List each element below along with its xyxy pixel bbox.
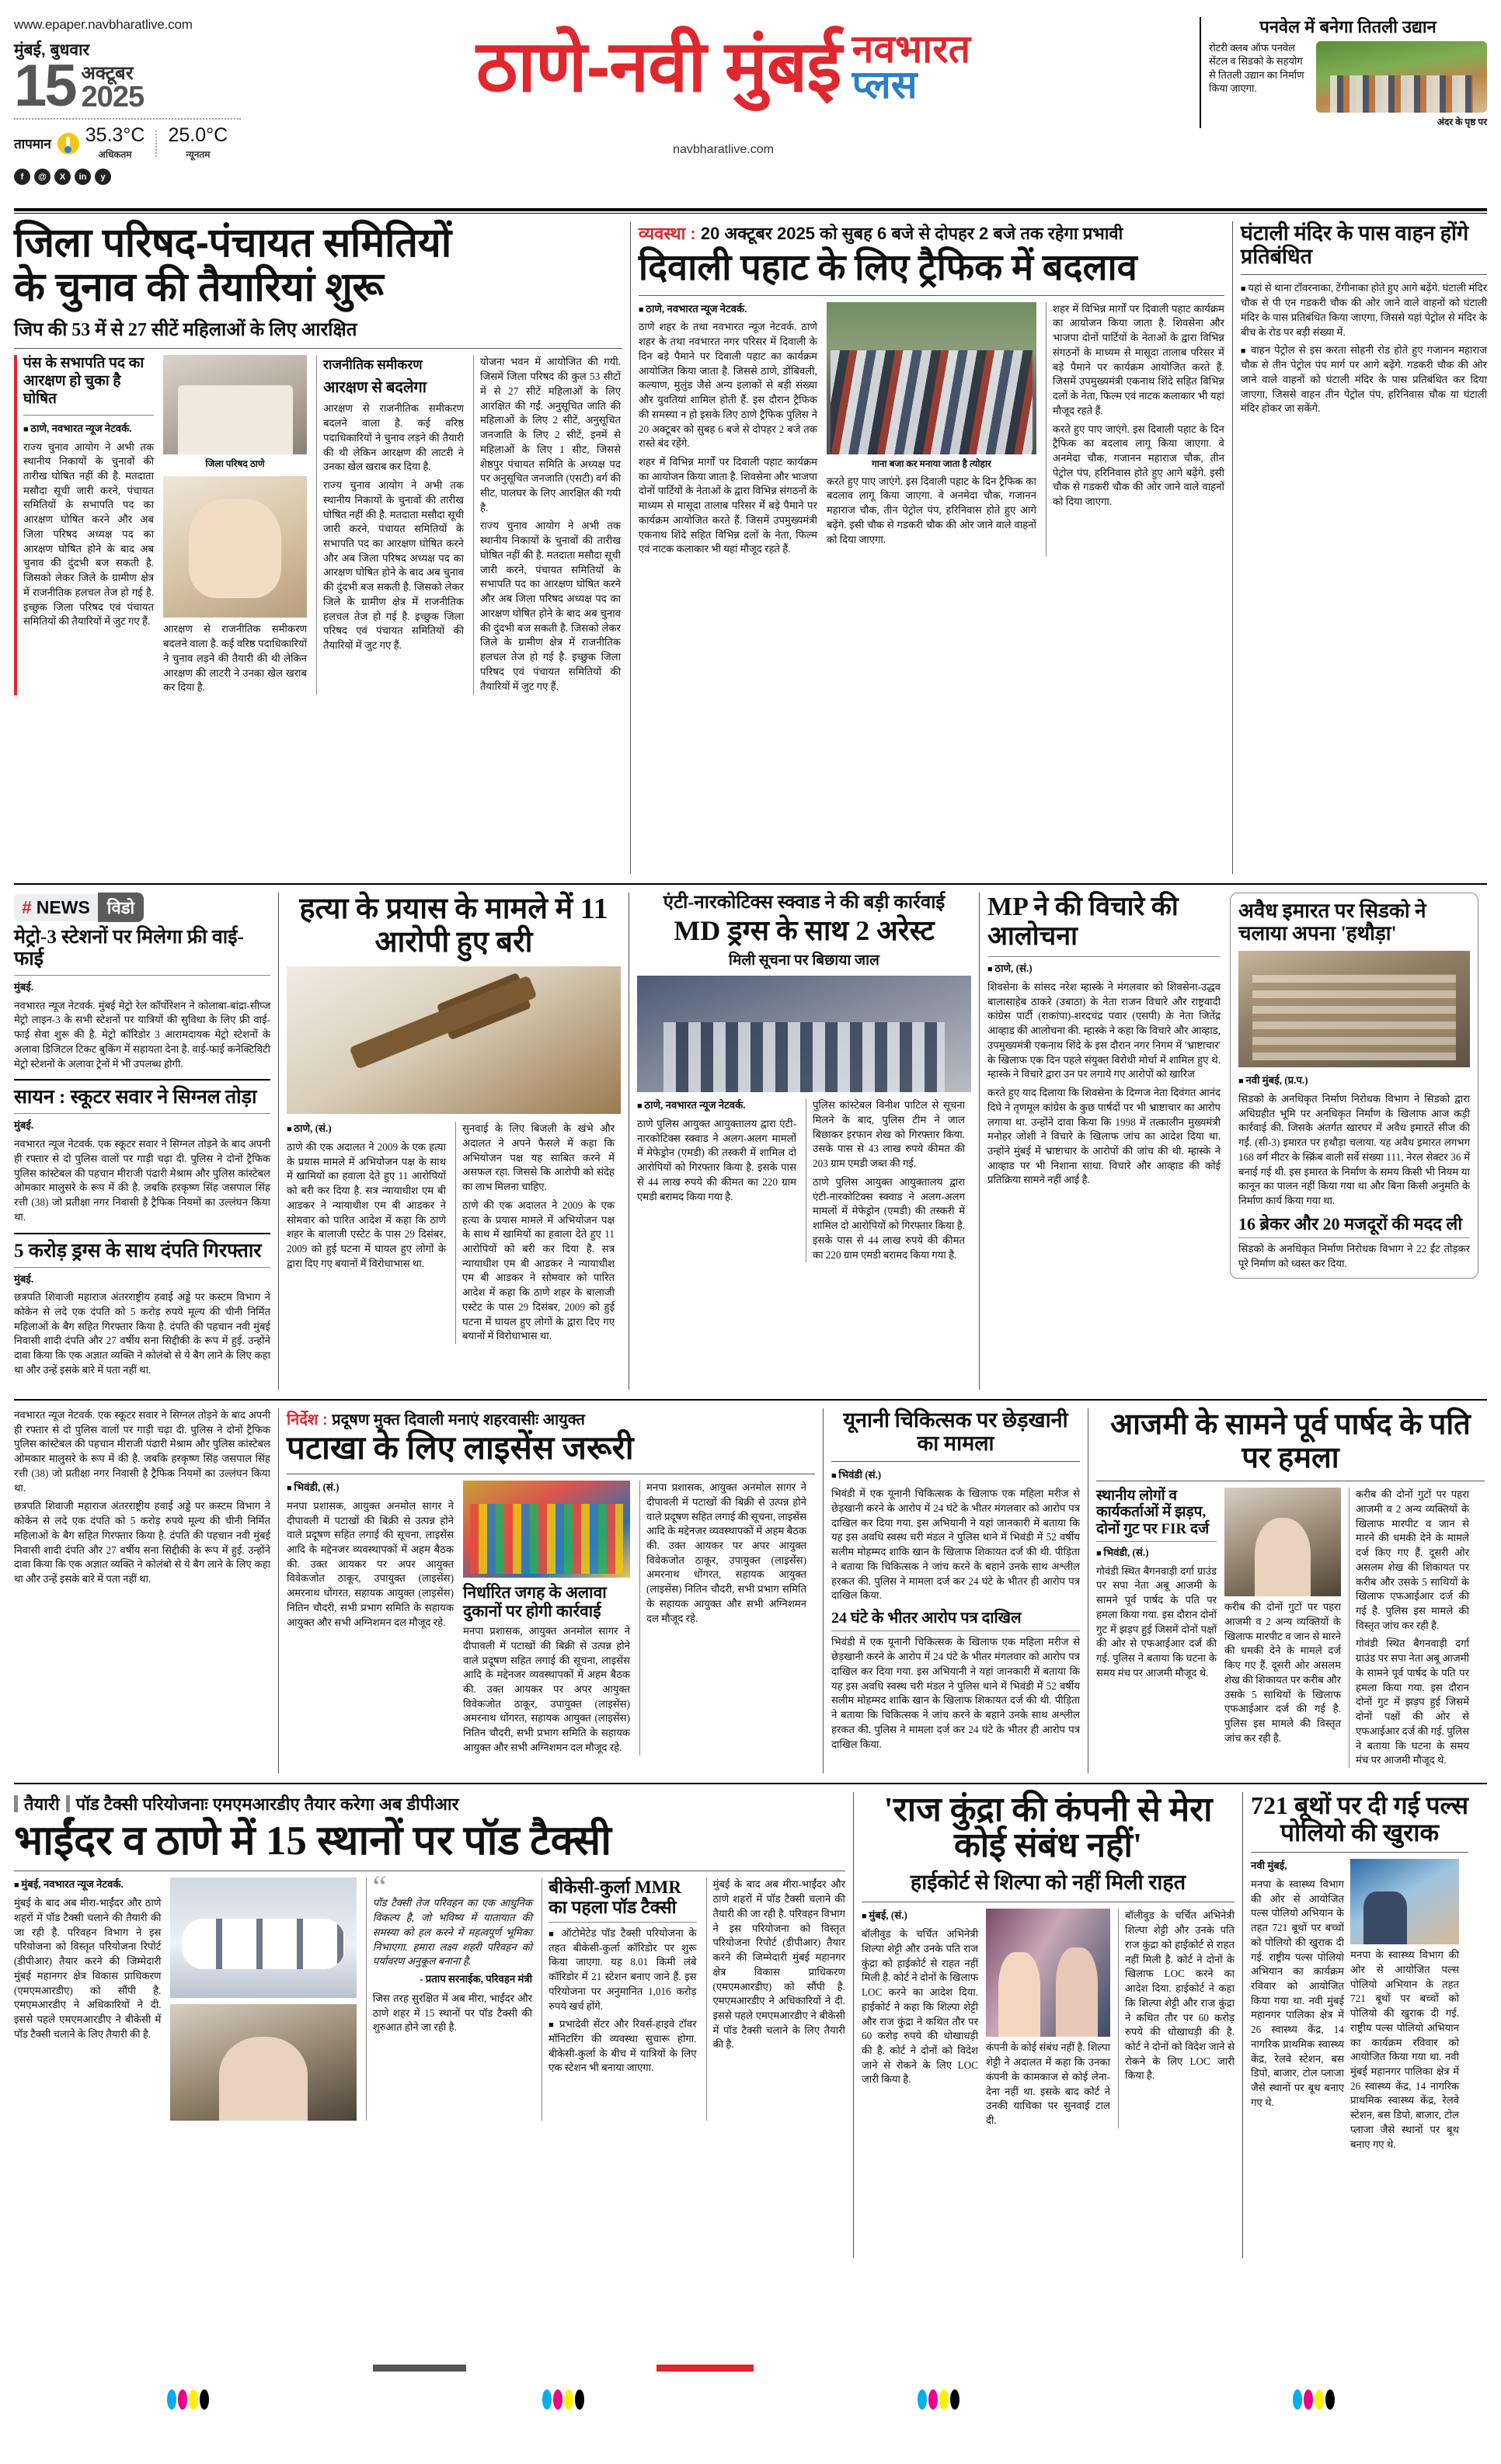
mp-para2: करते हुए याद दिलाया कि शिवसेना के दिग्गज नेता दिवंगत आनंद दिघे ने तृणमूल कांग्रेस के कुछ पार्षदों पर भी भ्राष्टाचार का आरोप लगाया था. उन्होंने दावा किया कि 1998 में तत्कालीन मुख्यमंत्री मनोहर जोशी ने विचारे के खिलाफ जांच का आदेश दिया था. उन्होंने मुंबई में भ्राष्टाचार के आरोपों की जांच की थी. म्हास्के ने आव्हाड पर भी निशाना साधा. विचारे और आव्हाड की कोई प्रतिक्रिया सामने नहीं आई है. — [987, 1087, 1221, 1186]
vertical-rule-3 — [278, 893, 279, 1390]
vertical-rule-6 — [278, 1408, 279, 1773]
polio-dateline: नवी मुंबई, — [1251, 1860, 1287, 1872]
traffic-headline: दिवाली पहाट के लिए ट्रैफिक में बदलाव — [638, 248, 1137, 288]
lead-headline-line2: के चुनाव की तैयारियां शुरू — [14, 265, 384, 311]
pod-para1: मुंबई के बाद अब मीरा-भाईंदर और ठाणे शहरों में पॉड टैक्सी चलाने की तैयारी की जा रही है. परिवहन विभाग ने इस परियोजना को विस्तृत परियोजना रिपोर्ट (डीपीआर) तैयार करने की जिम्मेदारी मुंबई महानगर क्षेत्र विकास प्राधिकरण (एमएमआरडीए) को सौंपी है. एमएमआरडीए ने अधिकारियों ने दी. इससे पहले एमएमआरडीए ने बीकेसी में पॉड टैक्सी चलाने के लिए तैयारी की है. — [14, 1897, 162, 2040]
firecracker-subhead: निर्धारित जगह के अलावा दुकानों पर होगी कार्रवाई — [463, 1583, 607, 1620]
temp-min-value: 25.0°C — [168, 124, 228, 147]
attack-dateline: ■ भिवंडी, (सं.) — [1096, 1546, 1217, 1561]
gavel-photo — [287, 966, 621, 1114]
polio-photo — [1350, 1859, 1459, 1944]
weather-label: तापमान — [14, 137, 51, 152]
signal-dateline: मुंबई. — [14, 1119, 34, 1132]
promo-headline: पनवेल में बनेगा तितली उद्यान — [1259, 17, 1437, 37]
social-icons — [14, 169, 247, 185]
reg-bar-red — [656, 2365, 754, 2372]
mp-para1: शिवसेना के सांसद नरेश म्हास्के ने मंगलवार को शिवसेना-उद्धव बालासाहेब ठाकरे (उबाठा) के नेता राजन विचारे और राष्ट्रवादी कांग्रेस पार्टी (राकांपा)-शरदचंद्र पवार (एसपी) के नेता जितेंद्र आव्हाड की आलोचना की. म्हास्के ने कहा कि विचारे और आव्हाड, उपमुख्यमंत्री एकनाथ शिंदे के इस दौरान नगर निगम में 'भ्राष्टाचार' के खिलाफ एक दिन पहले संयुक्त विरोधी मोर्चा में शामिल हुए थे. म्हास्के ने विचारे द्वारा उन पर लगाये गए आरोपों को खारिज — [987, 980, 1221, 1081]
acquit-dateline: ■ ठाणे, (सं.) — [287, 1122, 446, 1136]
unani-dateline: ■ भिवंडी (सं.) — [831, 1468, 1080, 1483]
promo-caption: अंदर के पृष्ठ पर — [1437, 117, 1487, 128]
police-photo — [637, 976, 971, 1092]
unani-subhead: 24 घंटे के भीतर आरोप पत्र दाखिल — [831, 1610, 1022, 1627]
traffic-para1: ठाणे शहर के तथा नवभारत न्यूज नेटवर्क. ठाणे शहर के तथा नवभारत नगर परिसर में दिवाली के दिन बड़े पैमाने पर दिवाली पहाट का कार्यक्रम आयोजित किया जाता है. जिससे ठाणे, डोंबिवली, कल्याण, मुलुंड जैसे अन्य इलाकों से बड़ी संख्या और युवतियां शामिल होती हैं. इस दौरान ट्रैफिक की समस्या न हो इसके लिए ठाणे ट्रैफिक पुलिस ने 20 अक्टूबर को सुबह 6 बजे से दोपहर 2 बजे तक रास्ते बंद रहेंगे. — [638, 321, 817, 450]
pod-quote-author: - प्रताप सरनाईक, परिवहन मंत्री — [420, 1973, 533, 1985]
youtube-icon[interactable]: y — [95, 169, 111, 185]
traffic-dateline: ■ ठाणे, नवभारत न्यूज नेटवर्क. — [639, 302, 817, 317]
section-rule-1 — [14, 883, 1487, 885]
logo-plus: प्लस — [851, 63, 918, 106]
traffic-story — [639, 221, 1224, 874]
masthead-promo — [1200, 17, 1487, 128]
hash-icon: # — [22, 896, 32, 917]
left-brief-cont: नवभारत न्यूज नेटवर्क. एक स्कूटर सवार ने सिग्नल तोड़ने के बाद अपनी ही रफ्तार से दो पुलिस वालों पर गाड़ी चढ़ा दी. पुलिस ने दोनों ट्रैफिक पुलिस कांस्टेबल की पहचान मीराजी पंढारी मेश्राम और पुलिस कांस्टेबल ओमकार मालुसरे के रूप में की है. जबकि हरकृष्ण सिंह जसपाल सिंह रत्ती (38) जो प्रतीक्षा नगर निवासी है ट्रैफिक नियमों का उल्लंघन किया था. — [14, 1409, 270, 1494]
firecracker-story — [287, 1408, 815, 1773]
thermometer-icon — [57, 133, 79, 155]
ghantali-bullet-1: ■ यहां से थाना टॉवरनाका, टेंगीनाका होते हुए आगे बढ़ेंगे. घंटाली मंदिर चौक से पी एन गडकरी चौक की ओर जाने वाले वाहनों को घंटाली मंदिर के पास प्रतिबंधित किया जाएगा, जिससे यहां पेट्रोल से मंदिर के बीच के रोड पर बड़ी संख्या में. — [1241, 281, 1487, 339]
instagram-icon[interactable]: @ — [34, 169, 50, 185]
lead-sidebar-dateline: ■ ठाणे, नवभारत न्यूज नेटवर्क. — [23, 422, 154, 437]
ghantali-divider — [1241, 274, 1487, 275]
firecracker-kicker-text: प्रदूषण मुक्त दिवाली मनाएं शहरवासीः आयुक्त — [327, 1411, 585, 1429]
news-tag-label: NEWS — [36, 896, 90, 917]
pod-bullet-2: ■ प्रभादेवी सेंटर और रिवर्स-हाइवे टॉवर मॉनिटरिंग की व्यवस्था सुचारू होगा. बीकेसी-कुर्ला के बीच में यात्रियों के लिए एक स्टेशन भी बनाया जाएगा. — [549, 2017, 696, 2076]
mp-sidco-block — [987, 893, 1485, 1390]
sidco-subheadline: 16 ब्रेकर और 20 मजदूरों की मदद ली — [1238, 1213, 1463, 1234]
cmyk-registration-marks — [0, 2389, 1501, 2410]
sidco-dateline: ■ नवी मुंबई, (प्र.प.) — [1238, 1074, 1470, 1088]
promo-photo — [1316, 41, 1487, 113]
polio-para2: मनपा के स्वास्थ्य विभाग की ओर से आयोजित पल्स पोलियो अभियान के तहत 721 बूथों पर बच्चों को पोलियो की खुराक दी गई. राष्ट्रीय पल्स पोलियो अभियान का कार्यक्रम रविवार को आयोजित किया गया था. नवी मुंबई महानगर पालिका क्षेत्र में 26 स्वास्थ्य केंद्र, 14 नागरिक प्राथमिक स्वास्थ्य केंद्र, रेलवे स्टेशन, बस डिपो, बाजार, टोल प्लाजा जैसे स्थानों पर बूथ बनाए गए थे. — [1350, 1949, 1459, 2150]
traffic-divider — [639, 295, 1224, 296]
attack-photo — [1224, 1488, 1341, 1596]
lead-sidebar-title: पंस के सभापति पद का आरक्षण हो चुका है घोषित — [23, 355, 145, 407]
firecracker-para3: मनपा प्रशासक, आयुक्त अनमोल सागर ने दीपावली में पटाखों की बिक्री से उत्पन्न होने वाले प्रदूषण सहित लगाई की सूचना, लाइसेंस आदि के मद्देनजर व्यवस्थापकों में अहम बैठक की. उक्त आयकर पर अपर आयुक्त विवेकजोत ठाकूर, उपायुक्त (लाइसेंस) अमरनाथ धोंगरत, सहायक आयुक्त (लाइसेंस) नितिन चौदरी, सभी प्रभाग समिति के सहायक आयुक्त और सभी अग्निशमन दल मौजूद रहे. — [646, 1481, 806, 1624]
signal-para: नवभारत न्यूज नेटवर्क. एक स्कूटर सवार ने सिग्नल तोड़ने के बाद अपनी ही रफ्तार से दो पुलिस वालों पर गाड़ी चढ़ा दी. पुलिस ने दोनों ट्रैफिक पुलिस कांस्टेबल की पहचान मीराजी पंढारी मेश्राम और पुलिस कांस्टेबल ओमकार मालुसरे के रूप में की है. जबकि हरकृष्ण सिंह जसपाल सिंह रत्ती (38) जो प्रतीक्षा नगर निवासी है ट्रैफिक नियमों का उल्लंघन किया था. — [14, 1138, 270, 1223]
crackers-photo — [463, 1481, 630, 1578]
acquit-story — [287, 893, 621, 1390]
shilpa-subhead: हाईकोर्ट से शिल्पा को नहीं मिली राहत — [910, 1871, 1186, 1895]
promo-body — [1209, 41, 1487, 113]
left-briefs-2 — [14, 1408, 270, 1773]
metro-dateline: मुंबई. — [14, 981, 34, 993]
date-block — [14, 53, 247, 119]
firecracker-kicker — [287, 1408, 815, 1429]
attack-para2: करीब की दोनों गुटों पर पहरा आजमी व 2 अन्य व्यक्तियों के खिलाफ मारपीट व जान से मारने की धमकी देने के मामले दर्ज किए गए हैं. दूसरी ओर असलम शेख की शिकायत पर करीब और उसके 5 साथियों के खिलाफ एफआईआर दर्ज की गई है. पुलिस इस मामले की विस्तृत जांच कर रही है. — [1224, 1601, 1341, 1744]
hands-photo — [163, 476, 307, 618]
lead-photo-note: आरक्षण से राजनीतिक समीकरण बदलने वाला है. कई वरिष्ठ पदाधिकारियों ने चुनाव लड़ने की तैयारी की थी लेकिन आरक्षण की लाटरी ने उनका खेल खराब कर दिया है. — [163, 623, 307, 694]
cmyk-mark-3 — [918, 2389, 959, 2410]
lead-col-mid — [316, 355, 464, 695]
video-tag-label: विडो — [98, 893, 144, 922]
date-day: 15 — [14, 53, 75, 119]
mp-dateline: ■ ठाणे, (सं.) — [987, 962, 1221, 976]
temp-divider — [155, 131, 157, 157]
epaper-url[interactable]: www.epaper.navbharatlive.com — [14, 17, 193, 32]
pod-taxi-photo — [170, 1878, 356, 1998]
vertical-rule-5 — [979, 893, 980, 1390]
zilla-parishad-photo — [163, 355, 307, 454]
weather-block — [14, 126, 247, 161]
attack-subhead: स्थानीय लोगों व कार्यकर्ताओं में झड़प, दोनों गुट पर FIR दर्ज — [1096, 1488, 1210, 1537]
lead-right-para2: राज्य चुनाव आयोग ने अभी तक स्थानीय निकायों के चुनावों की तारीख घोषित नहीं की है. मतदाता मसौदा सूची जारी करने, पंचायत समितियों के सभापति पद का आरक्षण घोषित करने और अब जिला परिषद अध्यक्ष पद का आरक्षण घोषित होने के बाद अब चुनाव की दुंदभी बज सकती है. जिसको लेकर जिले के ग्रामीण क्षेत्र में राजनीतिक हलचल तेज हो गई है. इच्छुक जिला परिषद एवं पंचायत समितियों की तैयारियों में जुट गए हैं. — [480, 520, 621, 692]
lead-mid-para2: राज्य चुनाव आयोग ने अभी तक स्थानीय निकायों के चुनावों की तारीख घोषित नहीं की है. मतदाता मसौदा सूची जारी करने, पंचायत समितियों के सभापति पद का आरक्षण घोषित करने और अब जिला परिषद अध्यक्ष पद का आरक्षण घोषित होने के बाद अब चुनाव की दुंदभी बज सकती है. जिसको लेकर जिले के ग्रामीण क्षेत्र में राजनीतिक हलचल तेज हो गई है. इच्छुक जिला परिषद एवं पंचायत समितियों की तैयारियों में जुट गए हैं. — [323, 479, 464, 652]
sidco-para2: सिडको के अनधिकृत निर्माण निरोधक विभाग ने 22 ईंट तोड़कर पूरे निर्माण को ध्वस्त कर दिया. — [1238, 1243, 1470, 1270]
pod-photo-caption: जिस तरह सुरक्षित में अब मीरा, भाईंदर और ठाणे शहर में 15 स्थानों पर पॉड टैक्सी की शुरुआत होने जा रही है. — [372, 1992, 533, 2034]
newspaper-title: ठाणे-नवी मुंबई — [475, 27, 841, 106]
firecracker-para1: मनपा प्रशासक, आयुक्त अनमोल सागर ने दीपावली में पटाखों की बिक्री से उत्पन्न होने वाले प्रदूषण सहित लगाई की सूचना, लाइसेंस आदि के मद्देनजर व्यवस्थापकों में अहम बैठक की. उक्त आयकर पर अपर आयुक्त विवेकजोत ठाकूर, उपायुक्त (लाइसेंस) अमरनाथ धोंगरत, सहायक आयुक्त (लाइसेंस) नितिन चौदरी, सभी प्रभाग समिति के सहायक आयुक्त और सभी अग्निशमन दल मौजूद रहे. — [287, 1499, 454, 1628]
sidco-story — [1230, 893, 1478, 1279]
lead-divider — [14, 348, 622, 349]
twitter-x-icon[interactable]: X — [54, 169, 71, 185]
kicker-bar-left — [14, 1795, 18, 1812]
lead-mid-head: आरक्षण से बदलेगा — [323, 379, 427, 397]
ghantali-headline: घंटाली मंदिर के पास वाहन होंगे प्रतिबंधित — [1240, 221, 1469, 269]
signal-headline: सायन : स्कूटर सवार ने सिग्नल तोड़ा — [14, 1087, 257, 1108]
unani-para1: भिवंडी में एक यूनानी चिकित्सक के खिलाफ एक महिला मरीज से छेड़खानी करने के आरोप में 24 घंटे के भीतर मंगलवार को आरोप पत्र दाखिल कर दिया गया. इस अभियानी ने यहां जानकारी में बताया कि यह इस अवधि स्वस्थ चरी मंडल ने पुलिस थाने में भिवंडी में 52 वर्षीय सलीम मोहम्मद शाकि खान के खिलाफ शिकायत दर्ज की थी. पीड़िता ने बताया कि चिकित्सक ने जांच करने के बहाने उनके साथ अश्लील हरकत की. पुलिस ने मामला दर्ज कर 24 घंटे के भीतर ही आरोप पत्र दाखिल किया. — [831, 1488, 1080, 1602]
md-para1: ठाणे पुलिस आयुक्त आयुक्तालय द्वारा एंटी-नारकोटिक्स स्क्वाड ने अलग-अलग मामलों में मेफेड्रोन (एमडी) की तस्करी में शामिल दो आरोपियों को गिरफ्तार किया है. इसके पास से 44 लाख रुपये की कीमत का 220 ग्राम एमडी बरामद किया गया है. — [637, 1117, 796, 1202]
logo-row — [247, 27, 1200, 106]
polio-headline: 721 बूथों पर दी गई पल्स पोलियो की खुराक — [1251, 1791, 1468, 1846]
pod-dateline: ■ मुंबई, नवभारत न्यूज नेटवर्क. — [14, 1878, 161, 1892]
kicker-bar-right — [66, 1795, 70, 1812]
cmyk-mark-2 — [542, 2389, 584, 2410]
traffic-para3: करते हुए पाए जाएंगे. इस दिवाली पहाट के दिन ट्रैफिक का बदलाव लागू किया जाएगा. वे अनमेदा चौक, गजानन महाराज चौक, तीन पेट्रोल पंप, हरिनिवास होते हुए आगे बढ़ेंगे. इसी चौक से गडकरी चौक की ओर जाने वाले वाहनों को दिया जाएगा. — [826, 475, 1036, 545]
acquit-headline: हत्या के प्रयास के मामले में 11 आरोपी हुए बरी — [299, 893, 608, 959]
second-section — [14, 893, 1487, 1390]
md-kicker-headline: एंटी-नारकोटिक्स स्क्वाड ने की बड़ी कार्रवाई — [663, 893, 946, 913]
attack-para3: करीब की दोनों गुटों पर पहरा आजमी व 2 अन्य व्यक्तियों के खिलाफ मारपीट व जान से मारने की धमकी देने के मामले दर्ज किए गए हैं. दूसरी ओर असलम शेख की शिकायत पर करीब और उसके 5 साथियों के खिलाफ एफआईआर दर्ज की गई है. पुलिस इस मामले की विस्तृत जांच कर रही है. — [1356, 1488, 1469, 1631]
firecracker-dateline: ■ भिवंडी, (सं.) — [287, 1481, 454, 1495]
firecracker-para2: मनपा प्रशासक, आयुक्त अनमोल सागर ने दीपावली में पटाखों की बिक्री से उत्पन्न होने वाले प्रदूषण सहित लगाई की सूचना, लाइसेंस आदि के मद्देनजर व्यवस्थापकों में अहम बैठक की. उक्त आयकर पर अपर आयुक्त विवेकजोत ठाकूर, उपायुक्त (लाइसेंस) अमरनाथ धोंगरत, सहायक आयुक्त (लाइसेंस) नितिन चौदरी, सभी प्रभाग समिति के सहायक आयुक्त और सभी अग्निशमन दल मौजूद रहे. — [463, 1625, 630, 1753]
shilpa-para2: कंपनी के कोई संबंध नहीं है. शिल्पा शेट्टी ने अदालत में कहा कि उनका कंपनी के कामकाज से कोई लेना-देना नहीं था. इसके बाद कोर्ट ने उनकी याचिका पर सुनवाई टाल दी. — [986, 2041, 1110, 2127]
temp-min-block — [168, 126, 228, 161]
temp-max-value: 35.3°C — [85, 124, 145, 147]
attack-para4: गोवंडी स्थित बैगनवाड़ी दर्गा ग्राउंड पर सपा नेता अबू आजमी के सामने पूर्व पार्षद के पति पर हमला किया गया. इस दौरान दोनों गुट में झड़प हुई जिसमें दोनों पक्षों की ओर से एफआईआर दर्ज की गई. पुलिस ने बताया कि घटना के समय मंच पर आजमी मौजूद थे. — [1356, 1637, 1469, 1766]
drugs-dateline: मुंबई. — [14, 1272, 34, 1285]
acquit-para3: ठाणे की एक अदालत ने 2009 के एक हत्या के प्रयास मामले में अभियोजन पक्ष के साथ में खामियों का हवाला देते हुए 11 आरोपियों को बरी कर दिया है. सत्र न्यायाधीश एम बी आडकर ने न्यायाधीश एम बी आडकर ने सोमवार को पारित आदेश में कहा कि ठाणे शहर के बालाजी एस्टेट के पास 29 दिसंबर, 2009 को हुई घटना में घायल हुए लोगों के द्वारा दिए गए बयानों में विरोधाभास था. — [462, 1199, 615, 1342]
traffic-kicker-label: व्यवस्था : — [638, 224, 696, 243]
mp-story — [987, 893, 1221, 1279]
minister-photo — [170, 2004, 356, 2121]
traffic-para4: शहर में विभिन्न मार्गों पर दिवाली पहाट कार्यक्रम का आयोजन किया जाता है. शिवसेना और भाजपा दोनों पार्टियों के नेताओं के द्वारा विभिन्न संगठनों के माध्यम से मासूदा तालाब परिसर में बड़े पैमाने पर कार्यक्रम आयोजित करते हैं. जिसमें उपमुख्यमंत्री एकनाथ शिंदे सहित विभिन्न दलों के नेता, फिल्म एवं नाटक कलाकार भी यहां मौजूद रहते हैं. — [1052, 302, 1224, 416]
facebook-icon[interactable]: f — [14, 169, 30, 185]
masthead-rule-thin — [14, 213, 1487, 214]
shilpa-headline: 'राज कुंद्रा की कंपनी से मेरा कोई संबंध नहीं' — [883, 1791, 1213, 1865]
pod-para2: मुंबई के बाद अब मीरा-भाईंदर और ठाणे शहरों में पॉड टैक्सी चलाने की तैयारी की जा रही है. परिवहन विभाग ने इस परियोजना को विस्तृत परियोजना रिपोर्ट (डीपीआर) तैयार करने की जिम्मेदारी मुंबई महानगर क्षेत्र विकास प्राधिकरण (एमएमआरडीए) को सौंपी है. एमएमआरडीए ने अधिकारियों ने दी. इससे पहले एमएमआरडीए ने बीकेसी में पॉड टैक्सी चलाने के लिए तैयारी की है. — [712, 1878, 845, 2051]
pod-kicker-label: तैयारी — [24, 1794, 60, 1814]
cmyk-mark-1 — [167, 2389, 209, 2410]
traffic-kicker — [639, 221, 1224, 245]
traffic-para2: शहर में विभिन्न मार्गों पर दिवाली पहाट कार्यक्रम का आयोजन किया जाता है. शिवसेना और भाजपा दोनों पार्टियों के नेताओं के द्वारा विभिन्न संगठनों के माध्यम से मासूदा तालाब परिसर में बड़े पैमाने पर कार्यक्रम आयोजित करते हैं. जिसमें उपमुख्यमंत्री एकनाथ शिंदे सहित विभिन्न दलों के नेता, फिल्म एवं नाटक कलाकार भी यहां मौजूद रहते हैं. — [638, 455, 817, 555]
pod-bullet-1: ■ ऑटोमेटेड पॉड टैक्सी परियोजना के तहत बीकेसी-कुर्ला कॉरिडोर पर शुरू किया जाएगा. यह 8.01 किमी लंबे कॉरिडोर में 21 स्टेशन बनाए जाने हैं. इस परियोजना पर अनुमानित 1,016 करोड़ रुपये खर्च होंगे. — [549, 1926, 696, 2013]
firecracker-kicker-label: निर्देश : — [287, 1411, 328, 1429]
pod-kicker-text: पॉड टैक्सी परियोजनाः एमएमआरडीए तैयार करेगा अब डीपीआर — [75, 1794, 459, 1814]
vertical-rule-7 — [823, 1408, 824, 1773]
metro-para: नवभारत न्यूज नेटवर्क. मुंबई मेट्रो रेल कॉर्पोरेशन ने कोलाबा-बांद्रा-सीप्ज मेट्रो लाइन-3 के सभी स्टेशनों पर यात्रियों की सुविधा के लिए फ्री वाई-फाई सेवा शुरू की है. मेट्रो कॉरिडोर 3 आरामदायक मेट्रो स्टेशनों के अलावा डिजिटल टिकट बुकिंग में सहायता देना है. वाई-फाई कनेक्टिविटी मेट्रो स्टेशनों के अलावा ट्रेनों में भी उपलब्ध होगी. — [14, 999, 270, 1070]
ghantali-story — [1241, 221, 1487, 874]
quote-icon: “ — [372, 1869, 387, 1905]
attack-para1: गोवंडी स्थित बैगनवाड़ी दर्गा ग्राउंड पर सपा नेता अबू आजमी के सामने पूर्व पार्षद के पति पर हमला किया गया. इस दौरान दोनों गुट में झड़प हुई जिसमें दोनों पक्षों की ओर से एफआईआर दर्ज की गई. पुलिस ने बताया कि घटना के समय मंच पर आजमी मौजूद थे. — [1096, 1564, 1217, 1679]
newspaper-subtitle — [851, 27, 971, 106]
date-month: अक्टूबर — [81, 62, 134, 84]
lead-subhead: जिप की 53 में से 27 सीटें महिलाओं के लिए आरक्षित — [14, 320, 357, 341]
sidco-box — [1230, 893, 1478, 1279]
lead-mid-para: आरक्षण से राजनीतिक समीकरण बदलने वाला है. कई वरिष्ठ पदाधिकारियों ने चुनाव लड़ने की तैयारी की थी लेकिन आरक्षण की लाटरी ने उनका खेल खराब कर दिया है. — [323, 402, 464, 473]
masthead-left-block — [14, 17, 247, 185]
md-headline: MD ड्रग्स के साथ 2 अरेस्ट — [674, 914, 935, 946]
sidco-headline: अवैध इमारत पर सिडको ने चलाया अपना 'हथौड़ा' — [1238, 900, 1426, 945]
md-para3: ठाणे पुलिस आयुक्त आयुक्तालय द्वारा एंटी-नारकोटिक्स स्क्वाड ने अलग-अलग मामलों में मेफेड्रोन (एमडी) की तस्करी में शामिल दो आरोपियों को गिरफ्तार किया है. इसके पास से 44 लाख रुपये की कीमत का 220 ग्राम एमडी बरामद किया गया है. — [813, 1175, 965, 1261]
polio-story — [1251, 1792, 1468, 2258]
zilla-parishad-caption: जिला परिषद ठाणे — [205, 458, 265, 470]
drugs-headline: 5 करोड़ ड्रग्स के साथ दंपति गिरफ्तार — [14, 1240, 262, 1262]
md-dateline: ■ ठाणे, नवभारत न्यूज नेटवर्क. — [637, 1098, 796, 1113]
demolition-photo — [1238, 951, 1470, 1067]
vertical-rule-2 — [1232, 221, 1233, 874]
shilpa-photo — [986, 1909, 1110, 2037]
temp-max-block — [85, 126, 145, 161]
temp-min-caption: न्यूनतम — [186, 149, 211, 161]
left-briefs — [14, 893, 270, 1390]
logo-navbharat: नवभारत — [851, 27, 971, 71]
md-story — [637, 893, 971, 1390]
lead-col-right — [473, 355, 621, 695]
top-section — [14, 221, 1487, 874]
shilpa-dateline: ■ मुंबई, (सं.) — [862, 1909, 978, 1923]
traffic-para5: करते हुए पाए जाएंगे. इस दिवाली पहाट के दिन ट्रैफिक का बदलाव लागू किया जाएगा. वे अनमेदा चौक, गजानन महाराज चौक, तीन पेट्रोल पंप, हरिनिवास होते हुए आगे बढ़ेंगे. इसी चौक से गडकरी चौक की ओर जाने वाले वाहनों को दिया जाएगा. — [1052, 423, 1224, 508]
reg-bar-gray — [373, 2365, 466, 2372]
lead-story — [14, 221, 622, 874]
news-video-tag[interactable] — [14, 893, 144, 922]
sidco-para1: सिडको के अनधिकृत निर्माण निरोधक विभाग ने सिडको द्वारा अधिग्रहीत भूमि पर अनधिकृत निर्माण के खिलाफ आज कड़ी कार्रवाई की. जिसके अंतर्गत खारघर में अवैध इमारतें सीज की गईं. (सी-3) इमारत पर हथौड़ा चलाया. यह अवैध इमारत लगभग 168 वर्ग मीटर के स्क्रिंब वाली सर्वे संख्या 111, नेरल सेक्टर 36 में बनाई गई थी. इस इमारत के निर्माण के समय किसी भी नियम या कानून का पालन नहीं किया गया था और बिना किसी अनुमति के निर्माण कार्य किया गया था. — [1238, 1092, 1470, 1207]
shilpa-para3: बॉलीवुड के चर्चित अभिनेत्री शिल्पा शेट्टी और उनके पति राज कुंद्रा को हाईकोर्ट से राहत नहीं मिली है. कोर्ट ने दोनों के खिलाफ LOC करने का आदेश दिया. हाईकोर्ट ने कहा कि शिल्पा शेट्टी और राज कुंद्रा ने कथित तौर पर 60 करोड़ रुपये की धोखाधड़ी की है. कोर्ट ने दोनों को विदेश जाने से रोकने के लिए LOC जारी किया है. — [1125, 1909, 1235, 2082]
acquit-para2: सुनवाई के लिए बिजली के खंभे और अदालत ने अपने फैसले में कहा कि अभियोजन पक्ष यह साबित करने में असफल रहा. जिससे कि आरोपी को संदेह का लाभ मिलना चाहिए. — [462, 1122, 615, 1193]
mp-headline: MP ने की विचारे की आलोचना — [987, 893, 1179, 952]
attack-headline: आजमी के सामने पूर्व पार्षद के पति पर हमला — [1110, 1408, 1471, 1474]
unani-story — [831, 1408, 1080, 1773]
vertical-rule-9 — [853, 1792, 854, 2258]
traffic-photo-caption: गाना बजा कर मनाया जाता है त्योहार — [871, 458, 991, 469]
pod-headline: भाईंदर व ठाणे में 15 स्थानों पर पॉड टैक्सी — [14, 1818, 611, 1864]
website-line[interactable]: navbharatlive.com — [673, 143, 774, 156]
unani-headline: यूनानी चिकित्सक पर छेड़खानी का मामला — [843, 1408, 1068, 1456]
section-rule-2 — [14, 1399, 1487, 1401]
masthead — [14, 17, 1487, 202]
masthead-logo-block — [247, 17, 1200, 157]
md-tag: मिली सूचना पर बिछाया जाल — [729, 952, 879, 969]
lead-right-para: योजना भवन में आयोजित की गयी. जिसमें जिला परिषद की कुल 53 सीटों में से 27 सीटें महिलाओं के लिए आरक्षित की गईं. अनुसूचित जाति की महिलाओं के लिए 2 सीटें, अनुसूचित जनजाति के लिए 2 सीटें, इनमें से महिलाओं के लिए 1 सीट, जिससे शेष्ठपुर पंचायत समिति के अध्यक्ष पद पर अनुसूचित जनजाति (एसटी) वर्ग की सीट, पालघर के लिए आरक्षित की गयी है. — [480, 356, 621, 513]
firecracker-headline: पटाखा के लिए लाइसेंस जरूरी — [287, 1431, 634, 1467]
date-year: 2025 — [81, 81, 145, 114]
lead-mid-title: राजनीतिक समीकरण — [323, 357, 423, 373]
attack-story — [1096, 1408, 1485, 1773]
unani-para2: भिवंडी में एक यूनानी चिकित्सक के खिलाफ एक महिला मरीज से छेड़खानी करने के आरोप में 24 घंटे के भीतर मंगलवार को आरोप पत्र दाखिल कर दिया गया. इस अभियानी ने यहां जानकारी में बताया कि यह इस अवधि स्वस्थ चरी मंडल ने पुलिस थाने में भिवंडी में 52 वर्षीय सलीम मोहम्मद शाकि खान के खिलाफ शिकायत दर्ज की थी. पीड़िता ने बताया कि चिकित्सक ने जांच करने के बहाने उनके साथ अश्लील हरकत की. पुलिस ने मामला दर्ज कर 24 घंटे के भीतर ही आरोप पत्र दाखिल किया. — [831, 1636, 1080, 1750]
shilpa-para1: बॉलीवुड के चर्चित अभिनेत्री शिल्पा शेट्टी और उनके पति राज कुंद्रा को हाईकोर्ट से राहत नहीं मिली है. कोर्ट ने दोनों के खिलाफ LOC करने का आदेश दिया. हाईकोर्ट ने कहा कि शिल्पा शेट्टी और राज कुंद्रा ने कथित तौर पर 60 करोड़ रुपये की धोखाधड़ी की है. कोर्ट ने दोनों को विदेश जाने से रोकने के लिए LOC जारी किया है. — [862, 1928, 978, 2086]
lead-sidebar-para: राज्य चुनाव आयोग ने अभी तक स्थानीय निकायों के चुनावों की तारीख घोषित नहीं की है. मतदाता मसौदा सूची जारी करने, पंचायत समितियों के सभापति पद का आरक्षण घोषित करने और अब जिला परिषद अध्यक्ष पद का आरक्षण घोषित होने के बाद अब चुनाव की दुंदभी बज सकती है. जिसको लेकर जिले के ग्रामीण क्षेत्र में राजनीतिक हलचल तेज हो गई है. इच्छुक जिला परिषद एवं पंचायत समितियों की तैयारियों में जुट गए हैं. — [23, 440, 154, 628]
lead-photo-col — [163, 355, 307, 695]
traffic-kicker-text: 20 अक्टूबर 2025 को सुबह 6 बजे से दोपहर 2 बजे तक रहेगा प्रभावी — [695, 224, 1123, 243]
acquit-para1: ठाणे की एक अदालत ने 2009 के एक हत्या के प्रयास मामले में अभियोजन पक्ष के साथ में खामियों का हवाला देते हुए 11 आरोपियों को बरी कर दिया है. सत्र न्यायाधीश एम बी आडकर ने न्यायाधीश एम बी आडकर ने सोमवार को पारित आदेश में कहा कि ठाणे शहर के बालाजी एस्टेट के पास 29 दिसंबर, 2009 को हुई घटना में घायल हुए लोगों के द्वारा दिए गए बयानों में विरोधाभास था. — [287, 1140, 446, 1269]
drugs-para: छत्रपति शिवाजी महाराज अंतरराष्ट्रीय हवाई अड्डे पर कस्टम विभाग ने कोकेन से लदे एक दंपति को 5 करोड़ रुपये मूल्य की चीनी निर्मित महिलाओं के बैग सहित गिरफ्तार किया है. दंपति की पहचान नवी मुंबई निवासी शादी दंपति और 27 वर्षीय सना सिद्दीकी के रूप में हुई. उन्होंने दावा किया कि एक अज्ञात व्यक्ति ने कोलंबो से ये बैग लाने के लिए कहा था और उन्हें इसके बारे में पता नहीं था. — [14, 1291, 270, 1376]
metro-headline: मेट्रो-3 स्टेशनों पर मिलेगा फ्री वाई-फाई — [14, 927, 244, 969]
third-section — [14, 1408, 1487, 1773]
md-para2: पुलिस कांस्टेबल विनीश पाटिल से सूचना मिलने के बाद, पुलिस टीम ने जाल बिछाकर इरफान शेख को गिरफ्तार किया. उसके पास से 43 लाख रुपये कीमत की 203 ग्राम एमडी जब्त की गई. — [813, 1099, 965, 1170]
traffic-jam-photo — [827, 302, 1036, 454]
news-tag-a — [14, 894, 98, 921]
left-brief-cont2: छत्रपति शिवाजी महाराज अंतरराष्ट्रीय हवाई अड्डे पर कस्टम विभाग ने कोकेन से लदे एक दंपति को 5 करोड़ रुपये मूल्य की चीनी निर्मित महिलाओं के बैग सहित गिरफ्तार किया है. दंपति की पहचान नवी मुंबई निवासी शादी दंपति और 27 वर्षीय सना सिद्दीकी के रूप में हुई. उन्होंने दावा किया कि एक अज्ञात व्यक्ति ने कोलंबो से ये बैग लाने के लिए कहा था और उन्हें इसके बारे में पता नहीं था. — [14, 1500, 270, 1585]
polio-para1: मनपा के स्वास्थ्य विभाग की ओर से आयोजित पल्स पोलियो अभियान के तहत 721 बूथों पर बच्चों को पोलियो की खुराक दी गई. राष्ट्रीय पल्स पोलियो अभियान का कार्यक्रम रविवार को आयोजित किया गया था. नवी मुंबई महानगर पालिका क्षेत्र में 26 स्वास्थ्य केंद्र, 14 नागरिक प्राथमिक स्वास्थ्य केंद्र, रेलवे स्टेशन, बस डिपो, बाजार, टोल प्लाजा जैसे स्थानों पर बूथ बनाए गए थे. — [1251, 1878, 1344, 2108]
traffic-photo-col — [827, 302, 1036, 557]
section-rule-3 — [14, 1783, 1487, 1784]
bottom-section — [14, 1792, 1487, 2258]
pod-quote: पॉड टैक्सी तेज परिवहन का एक आधुनिक विकल्प है, जो भविष्य में यातायात की समस्या को हल करने में महत्वपूर्ण भूमिका निभाएगा. हमारा लक्ष्य शहरी परिवहन को पर्यावरण अनुकूल बनाना है. — [372, 1897, 533, 1968]
temp-max-caption: अधिकतम — [98, 149, 132, 161]
edition-city-day: मुंबई, बुधवार — [14, 41, 90, 59]
lead-headline-line1: जिला परिषद-पंचायत समितियों — [14, 221, 451, 266]
lead-sidebar — [14, 355, 154, 695]
linkedin-icon[interactable]: in — [75, 169, 91, 185]
promo-text: रोटरी क्लब ऑफ पनवेल सेंटल व सिडको के सहयोग से तितली उद्यान का निर्माण किया जाएगा. — [1209, 42, 1304, 94]
cmyk-mark-4 — [1293, 2389, 1335, 2410]
shilpa-story — [862, 1792, 1235, 2258]
pod-kicker-row — [14, 1792, 845, 1815]
traffic-col-3 — [1046, 302, 1224, 557]
traffic-col-1 — [639, 302, 817, 557]
vertical-rule-1 — [630, 221, 631, 874]
masthead-rule-thick — [14, 208, 1487, 211]
pod-subtitle: बीकेसी-कुर्ला MMR का पहला पॉड टैक्सी — [549, 1878, 681, 1918]
vertical-rule-10 — [1242, 1792, 1243, 2258]
ghantali-bullet-2: ■ वाहन पेट्रोल से इस करता सोहनी रोड होते हुए गजानन महाराज चौक से तीन पेट्रोल पंप मार्ग पर आगे बढ़ेंगे. गडकरी चौक की ओर जाने वाले वाहनों को घंटाली मंदिर के पास प्रतिबंधित कर दिया जाएगा, जिससे वाहन तीन पेट्रोल पंप, हरिनिवास चौक या घंटाली मंदिर होकर जा सकेंगे. — [1241, 343, 1487, 416]
pod-taxi-story — [14, 1792, 845, 2258]
